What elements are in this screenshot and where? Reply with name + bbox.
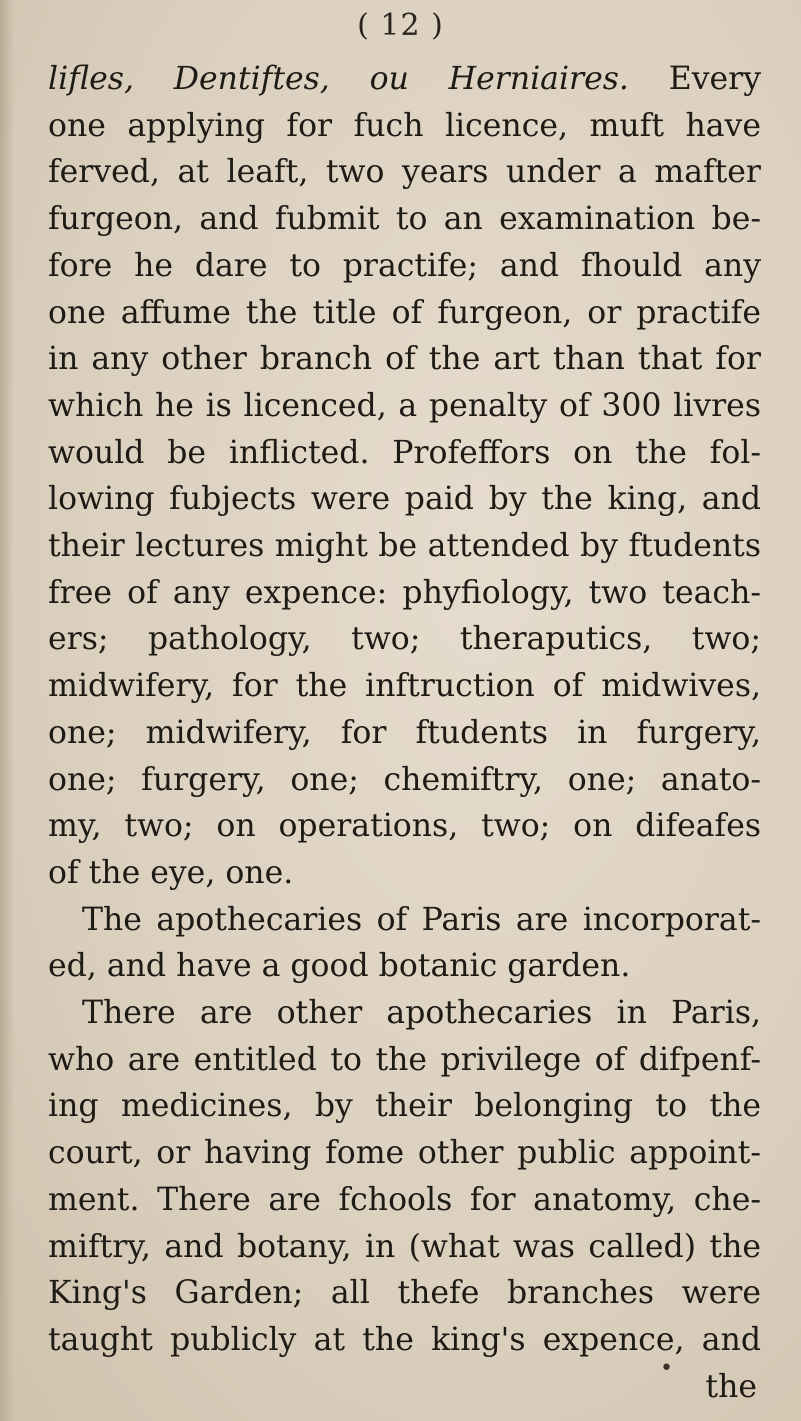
text-line: one applying for fuch licence, muft have bbox=[48, 107, 761, 144]
page-number: ( 12 ) bbox=[357, 8, 444, 43]
text-line: in any other branch of the art than that for bbox=[48, 341, 761, 378]
text-line bbox=[48, 56, 761, 103]
text-line: fore he dare to practife; and fhould any bbox=[48, 247, 761, 284]
text-line: the bbox=[705, 1368, 757, 1405]
ink-speck: • bbox=[660, 1356, 673, 1381]
text-line: ing medicines, by their belonging to the bbox=[48, 1088, 761, 1125]
text-line: of the eye, one. bbox=[48, 854, 294, 891]
text-line: ers; pathology, two; theraputics, two; bbox=[48, 621, 761, 658]
body-text bbox=[48, 56, 761, 1410]
text-line: midwifery, for the inftruction of midwives, bbox=[48, 668, 761, 705]
text-line: one; midwifery, for ftudents in furgery, bbox=[48, 714, 761, 751]
text-line: ed, and have a good botanic garden. bbox=[48, 948, 631, 985]
text-line: The apothecaries of Paris are incorporat- bbox=[82, 901, 761, 938]
text-line: King's Garden; all thefe branches were bbox=[48, 1275, 761, 1312]
text-line: their lectures might be attended by ftudents bbox=[48, 528, 761, 565]
text-line: There are other apothecaries in Paris, bbox=[82, 995, 761, 1032]
text-line: which he is licenced, a penalty of 300 livres bbox=[48, 387, 761, 424]
text-line: would be inflicted. Profeffors on the fol- bbox=[48, 434, 761, 471]
text-line: one affume the title of furgeon, or practife bbox=[48, 294, 761, 331]
text-line: lowing fubjects were paid by the king, and bbox=[48, 481, 761, 518]
text-line: taught publicly at the king's expence, and bbox=[48, 1321, 761, 1358]
text-line: who are entitled to the privilege of difpenf- bbox=[48, 1041, 761, 1078]
page-gutter-shadow bbox=[0, 0, 14, 1421]
text-line: my, two; on operations, two; on difeafes bbox=[48, 808, 761, 845]
text-line: free of any expence: phyfiology, two teach- bbox=[48, 574, 761, 611]
text-line: furgeon, and fubmit to an examination be- bbox=[48, 201, 761, 238]
italic-terms: lifles, Dentiftes, ou Herniaires. bbox=[48, 61, 669, 97]
text-line: ferved, at leaft, two years under a mafter bbox=[48, 154, 761, 191]
text-run: Every bbox=[668, 61, 761, 97]
text-line: court, or having fome other public appoint- bbox=[48, 1135, 761, 1172]
text-line: ment. There are fchools for anatomy, che- bbox=[48, 1181, 761, 1218]
text-line: miftry, and botany, in (what was called) the bbox=[48, 1228, 761, 1265]
text-line: one; furgery, one; chemiftry, one; anato- bbox=[48, 761, 761, 798]
